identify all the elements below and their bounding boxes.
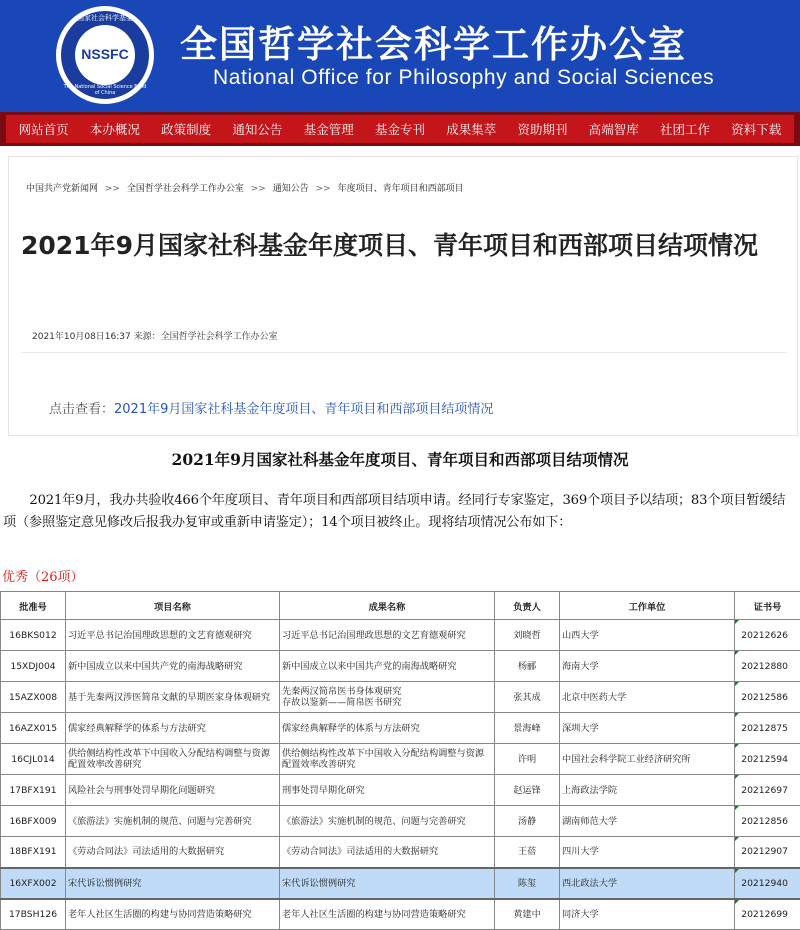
cell-cert-no: 20212880 — [735, 651, 800, 682]
cell-result-name: 《旅游法》实施机制的规范、问题与完善研究 — [280, 806, 495, 837]
cell-cert-no: 20212907 — [735, 837, 800, 868]
article-meta: 2021年10月08日16:37 来源：全国哲学社会科学工作办公室 — [32, 329, 278, 342]
header-project-name: 项目名称 — [66, 592, 280, 620]
cell-comment-marker — [735, 651, 739, 655]
cell-institution: 山西大学 — [560, 620, 735, 651]
cell-institution: 北京中医药大学 — [560, 682, 735, 713]
breadcrumb-separator: >> — [316, 184, 331, 194]
cell-leader: 张其成 — [495, 682, 560, 713]
nav-item-home[interactable]: 网站首页 — [19, 120, 69, 138]
cell-approval-no: 18BFX191 — [1, 837, 66, 868]
breadcrumb-separator: >> — [105, 184, 120, 194]
breadcrumb — [26, 181, 464, 194]
logo-arc-text: 国家社会科学基金 — [61, 13, 149, 23]
cell-institution: 同济大学 — [560, 899, 735, 930]
cell-leader: 王蓓 — [495, 837, 560, 868]
nav-item-think-tanks[interactable]: 高端智库 — [589, 120, 639, 138]
cell-project-name: 儒家经典解释学的体系与方法研究 — [66, 713, 280, 744]
cell-result-name: 新中国成立以来中国共产党的南海战略研究 — [280, 651, 495, 682]
cell-approval-no: 17BFX191 — [1, 775, 66, 806]
cell-project-name: 新中国成立以来中国共产党的南海战略研究 — [66, 651, 280, 682]
table-row[interactable] — [1, 713, 800, 744]
cell-leader: 黄建中 — [495, 899, 560, 930]
logo-arc-en-text: The National Social Science Fund of China — [61, 84, 149, 96]
cell-project-name: 供给侧结构性改革下中国收入分配结构调整与资源配置效率改善研究 — [66, 744, 280, 775]
cell-result-name: 习近平总书记治国理政思想的文艺育德观研究 — [280, 620, 495, 651]
cell-approval-no: 15AZX008 — [1, 682, 66, 713]
cell-result-name: 宋代诉讼惯例研究 — [280, 868, 495, 899]
cell-comment-marker — [735, 713, 739, 717]
nav-item-funded-journals[interactable]: 资助期刊 — [517, 120, 567, 138]
nav-item-downloads[interactable]: 资料下载 — [731, 120, 781, 138]
page-title: 2021年9月国家社科基金年度项目、青年项目和西部项目结项情况 — [21, 223, 791, 269]
view-label: 点击查看： — [49, 402, 114, 417]
section-label: 优秀（26项） — [2, 566, 84, 585]
breadcrumb-separator: >> — [251, 184, 266, 194]
logo-inner — [75, 25, 135, 85]
nav-item-fund-management[interactable]: 基金管理 — [304, 120, 354, 138]
cell-institution: 上海政法学院 — [560, 775, 735, 806]
cell-approval-no: 16AZX015 — [1, 713, 66, 744]
view-attachment-link[interactable]: 2021年9月国家社科基金年度项目、青年项目和西部项目结项情况 — [114, 402, 493, 417]
nav-item-about[interactable]: 本办概况 — [90, 120, 140, 138]
nav-item-achievements[interactable]: 成果集萃 — [446, 120, 496, 138]
cell-institution: 深圳大学 — [560, 713, 735, 744]
cell-comment-marker — [735, 744, 739, 748]
cell-comment-marker — [735, 806, 739, 810]
cell-approval-no: 17BSH126 — [1, 899, 66, 930]
cell-institution: 西北政法大学 — [560, 868, 735, 899]
table-row[interactable] — [1, 620, 800, 651]
cell-comment-marker — [735, 775, 739, 779]
cell-result-name: 儒家经典解释学的体系与方法研究 — [280, 713, 495, 744]
cell-comment-marker — [735, 837, 739, 841]
breadcrumb-item[interactable]: 通知公告 — [273, 184, 309, 194]
cell-cert-no: 20212940 — [735, 868, 800, 899]
cell-approval-no: 16BFX009 — [1, 806, 66, 837]
nav-item-societies[interactable]: 社团工作 — [660, 120, 710, 138]
cell-cert-no: 20212875 — [735, 713, 800, 744]
nav-bar — [6, 115, 794, 143]
cell-cert-no: 20212697 — [735, 775, 800, 806]
cell-leader: 赵运锋 — [495, 775, 560, 806]
cell-leader: 许明 — [495, 744, 560, 775]
table-row[interactable] — [1, 682, 800, 713]
table-row[interactable] — [1, 651, 800, 682]
site-title-cn: 全国哲学社会科学工作办公室 — [180, 14, 687, 68]
nav-item-policy[interactable]: 政策制度 — [161, 120, 211, 138]
cell-cert-no: 20212594 — [735, 744, 800, 775]
cell-result-name: 供给侧结构性改革下中国收入分配结构调整与资源配置效率改善研究 — [280, 744, 495, 775]
nav-item-notices[interactable]: 通知公告 — [232, 120, 282, 138]
cell-comment-marker — [735, 869, 739, 873]
cell-project-name: 习近平总书记治国理政思想的文艺育德观研究 — [66, 620, 280, 651]
cell-result-name: 《劳动合同法》司法适用的大数据研究 — [280, 837, 495, 868]
table-row[interactable] — [1, 868, 800, 899]
header-result-name: 成果名称 — [280, 592, 495, 620]
cell-institution: 四川大学 — [560, 837, 735, 868]
cell-approval-no: 16XFX002 — [1, 868, 66, 899]
cell-comment-marker — [735, 620, 739, 624]
logo-ring — [61, 11, 149, 99]
breadcrumb-item[interactable]: 中国共产党新闻网 — [26, 184, 98, 194]
cell-cert-no: 20212586 — [735, 682, 800, 713]
cell-comment-marker — [735, 900, 739, 904]
table-header-row — [1, 592, 800, 620]
nssfc-logo[interactable] — [56, 6, 154, 104]
cell-project-name: 《劳动合同法》司法适用的大数据研究 — [66, 837, 280, 868]
cell-leader: 刘晓哲 — [495, 620, 560, 651]
logo-text: NSSFC — [75, 46, 135, 62]
table-row[interactable] — [1, 744, 800, 775]
main-nav — [0, 112, 800, 146]
cell-result-name: 先秦两汉简帛医书身体观研究 存故以鉴新——简帛医书研究 — [280, 682, 495, 713]
cell-cert-no: 20212856 — [735, 806, 800, 837]
document-paragraph: 2021年9月，我办共验收466个年度项目、青年项目和西部项目结项申请。经同行专家鉴定，369个项目予以结项；83个项目暂缓结项（参照鉴定意见修改后报我办复审或重新申请鉴定）；14个项目被终止。现将结项情况公布如下： — [3, 490, 798, 534]
site-header — [0, 0, 800, 112]
cell-project-name: 风险社会与刑事处罚早期化问题研究 — [66, 775, 280, 806]
view-link-line — [49, 398, 493, 417]
cell-project-name: 《旅游法》实施机制的规范、问题与完善研究 — [66, 806, 280, 837]
table-row[interactable] — [1, 806, 800, 837]
cell-comment-marker — [735, 682, 739, 686]
cell-institution: 海南大学 — [560, 651, 735, 682]
site-title-en: National Office for Philosophy and Social Sciences — [213, 66, 714, 90]
results-table — [0, 591, 800, 930]
table-row[interactable] — [1, 775, 800, 806]
divider — [21, 352, 787, 353]
table-row[interactable] — [1, 899, 800, 930]
cell-institution: 湖南师范大学 — [560, 806, 735, 837]
cell-approval-no: 15XDJ004 — [1, 651, 66, 682]
nav-item-fund-journal[interactable]: 基金专刊 — [375, 120, 425, 138]
header-cert-no: 证书号 — [735, 592, 800, 620]
cell-cert-no: 20212626 — [735, 620, 800, 651]
cell-leader: 汤静 — [495, 806, 560, 837]
cell-leader: 景海峰 — [495, 713, 560, 744]
cell-result-name: 老年人社区生活圈的构建与协同营造策略研究 — [280, 899, 495, 930]
cell-result-name: 刑事处罚早期化研究 — [280, 775, 495, 806]
cell-project-name: 老年人社区生活圈的构建与协同营造策略研究 — [66, 899, 280, 930]
cell-leader: 陈玺 — [495, 868, 560, 899]
breadcrumb-item[interactable]: 年度项目、青年项目和西部项目 — [338, 184, 464, 194]
cell-cert-no: 20212699 — [735, 899, 800, 930]
breadcrumb-item[interactable]: 全国哲学社会科学工作办公室 — [127, 184, 244, 194]
cell-leader: 杨郦 — [495, 651, 560, 682]
header-institution: 工作单位 — [560, 592, 735, 620]
cell-approval-no: 16BKS012 — [1, 620, 66, 651]
header-approval-no: 批准号 — [1, 592, 66, 620]
cell-project-name: 宋代诉讼惯例研究 — [66, 868, 280, 899]
table-row[interactable] — [1, 837, 800, 868]
cell-project-name: 基于先秦两汉涉医简帛文献的早期医家身体观研究 — [66, 682, 280, 713]
cell-institution: 中国社会科学院工业经济研究所 — [560, 744, 735, 775]
header-leader: 负责人 — [495, 592, 560, 620]
document-heading: 2021年9月国家社科基金年度项目、青年项目和西部项目结项情况 — [0, 448, 800, 470]
cell-approval-no: 16CJL014 — [1, 744, 66, 775]
article-card — [8, 156, 798, 436]
